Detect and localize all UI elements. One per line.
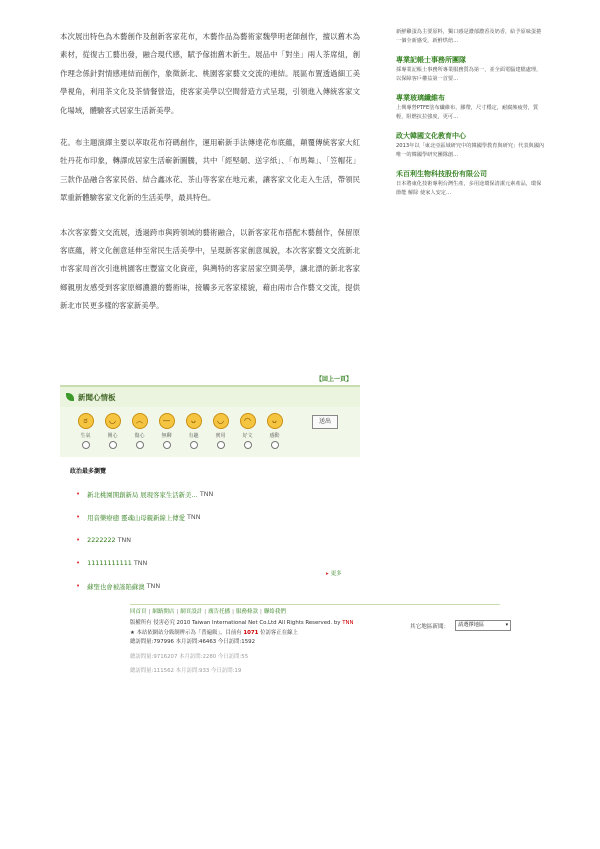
glasses-face-icon: ◠ [240,413,256,429]
sad-face-icon: ︵ [132,413,148,429]
article-paragraph: 花。布主題演繹主要以萃取花布符碼創作，運用嶄新手法傳達花布底蘊，顛覆傳統客家大紅牡丹花布印象，轉譯成居家生活嶄新圖騰，共中「經堅韌、送字紙」、「布馬舞」、「笠帽花」三款作品融合客家民俗、結合鑫冰花、茶山等客家在地元素，讓客家文化走入生活，帶領民眾重新體驗客家文化新的生活美學，最具特色。 [60,138,360,203]
more-link[interactable] [326,569,342,577]
mood-label: 無聊 [161,433,172,439]
footer-info [130,619,380,677]
triangle-right-icon: ▸ [326,571,329,577]
article-paragraph: 本次客家藝文交流展，透過跨市與跨領域的藝術融合，以新客家花布搭配木藝創作，保留原客底蘊，將文化創意延伸至常民生活美學中，呈現新客家創意風貌，本次客家藝文交流新北市客家局首次引進桃園客庄豐富文化資産，與灣特的客家居家空間美學，讓北漂的新北客家鄉親朋友感受到客家原鄉濃濃的藝術味，接觸多元客家樣貌，藉由兩市合作藝文交流，提供新北市民更多樣的客家新美學。 [60,227,360,311]
footer-divider [130,604,500,605]
touched-face-icon: ᴗ [267,413,283,429]
more-label: 更多 [330,571,342,577]
bullet-icon: • [76,536,81,544]
most-viewed-title: 政治最多瀏覽 [70,468,107,475]
news-mood-board [60,385,360,457]
article-paragraph: 本次展出特色為木藝創作及創新客家花布，木藝作品為藝術家魏學明老師創作，擅以舊木為素材，從復古工藝出發，融合現代感，賦予傢拙舊木新生。展品中「對坐」兩人茶席組，創作理念係針對情感連結而創作，象徵新北、桃園客家藝文交流的連結。展區布置透過細工美學視角，利用茶文化及茶情餐營造，使客家美學以空間營造方式呈現，引領進入傳統客家文化場域，體驗客式居家生活新美學。 [60,32,360,115]
footer-link-advertising[interactable]: 廣告托播 [208,609,231,615]
mood-radio-funny[interactable] [190,441,198,449]
mood-board-title: 新聞心情板 [78,392,116,402]
other-regions-label: 其它地區新聞： [410,623,450,630]
mood-radio-sad[interactable] [136,441,144,449]
footer-link-terms[interactable]: 服務條款 [236,609,259,615]
mood-option-useful [207,413,234,449]
list-item [76,532,356,548]
mood-board-header [60,387,360,407]
related-article-link[interactable]: 蘇聖也會被謠陷蘇澳 [87,582,145,591]
source-label: TNN [187,513,201,521]
visit-stats: 總訪問量:111562 本月訪問:933 今日訪問:19 [130,668,242,674]
chevron-down-icon: ▾ [505,622,509,628]
mood-label: 好文 [242,433,253,439]
sidebar-ads [396,28,546,198]
online-count-text: ★ 本站依網站分級制辨示為「普遍級」，目前有 1071 位訪客正在線上 [130,629,298,636]
footer-link-online-store[interactable]: 網路開店 [152,609,175,615]
list-item [76,578,356,594]
mood-label: 有趣 [188,433,199,439]
mood-radio-bored[interactable] [163,441,171,449]
sidebar-ad-title[interactable]: 政大韓國文化教育中心 [396,132,466,140]
funny-face-icon: ᴗ [186,413,202,429]
visit-stats: 總訪問量:9716207 本月訪問:2280 今日訪問:55 [130,653,249,660]
bullet-icon: • [76,582,81,590]
list-item [76,555,356,571]
list-item [76,509,356,525]
related-article-link[interactable]: 用音樂療癒 靈魂山母親新線上傳愛 [87,513,186,522]
leaf-icon [66,393,74,401]
mood-label: 實用 [215,433,226,439]
mood-radio-happy[interactable] [109,441,117,449]
source-label: TNN [199,490,214,498]
mood-option-bored [153,413,180,449]
source-label: TNN [146,582,161,590]
sidebar-ad-text: 2013年以「東北亞區域研究中的韓國學教育與研究」代表與國內唯一的韓國學研究團隊創… [396,143,545,158]
mood-radio-useful[interactable] [217,441,225,449]
mood-submit-button[interactable]: 送出 [312,415,338,429]
mood-option-angry [72,413,99,449]
sidebar-ad-title[interactable]: 專業記帳士事務所團隊 [396,56,466,64]
bullet-icon: • [76,490,81,498]
sidebar-ad-text: 新鮮雞蛋為主要原料，獨口感是濃郁濃香及奶香，給予原味蛋捲一個全新感受，新鮮烘焙… [396,29,542,44]
mood-label: 感動 [269,433,280,439]
sidebar-ad-text: 日本將東化技術專利台灣生產，多用途環保清潔元素產品，環保 節能 解除 使家人安定… [396,181,542,196]
angry-face-icon: ಠ [78,413,94,429]
mood-option-sad [126,413,153,449]
mood-radio-touched[interactable] [271,441,279,449]
mood-option-good-article [234,413,261,449]
copyright-text: 版權所有 侵害必究 2010 Taiwan International Net Co.Ltd All Rights Reserved. by TNN [130,620,354,626]
online-count: 1071 [243,629,259,636]
visit-stats: 總訪問量:797996 本月訪問:46463 今日訪問:1592 [130,639,256,645]
sidebar-ad-title[interactable]: 禾百利生物科技股份有限公司 [396,170,487,178]
mood-options [72,413,288,449]
footer-link-web-design[interactable]: 網頁設計 [180,609,203,615]
sidebar-ad-title[interactable]: 專業玻璃纖維布 [396,94,445,102]
copyright-brand: TNN [342,620,354,626]
back-to-previous-link[interactable]: 【回上一頁】 [316,376,353,383]
related-article-link[interactable]: 11111111111 [87,559,132,567]
most-viewed-list [76,486,356,601]
footer-link-contact[interactable]: 聯絡我們 [263,609,286,615]
useful-face-icon: ◡ [213,413,229,429]
other-regions [410,620,511,631]
mood-option-touched [261,413,288,449]
footer-link-home[interactable]: 回首頁 [130,609,147,615]
mood-option-happy [99,413,126,449]
region-select[interactable]: 請選擇地區 ▾ [455,620,511,631]
bullet-icon: • [76,513,81,521]
mood-radio-good-article[interactable] [244,441,252,449]
mood-option-funny [180,413,207,449]
bullet-icon: • [76,559,81,567]
article-body [60,28,360,332]
source-label: TNN [133,559,148,567]
related-article-link[interactable]: 新北桃園開創新局 展現客家生活新美… [87,490,198,499]
mood-label: 開心 [107,433,118,439]
bored-face-icon: — [159,413,175,429]
mood-label: 生氣 [80,433,91,439]
source-label: TNN [117,536,132,544]
mood-label: 傷心 [134,433,145,439]
related-article-link[interactable]: 2222222 [87,536,116,544]
sidebar-ad-text: 上興專營PTFE塗布纖維布，膠帶，尺寸穩定，耐腐蝕疲勞，質輕，阻燃抗拉強度，更可… [396,105,539,120]
list-item [76,486,356,502]
footer-nav: 回首頁 | 網路開店 | 網頁設計 | 廣告托播 | 服務條款 | 聯絡我們 [130,609,286,615]
happy-face-icon: ◡ [105,413,121,429]
mood-radio-angry[interactable] [82,441,90,449]
sidebar-ad-text: 採專業記帳士事務所專業服務質為第一，並全面電腦建檔處理，以保障客戶權益第一首要… [396,67,542,82]
